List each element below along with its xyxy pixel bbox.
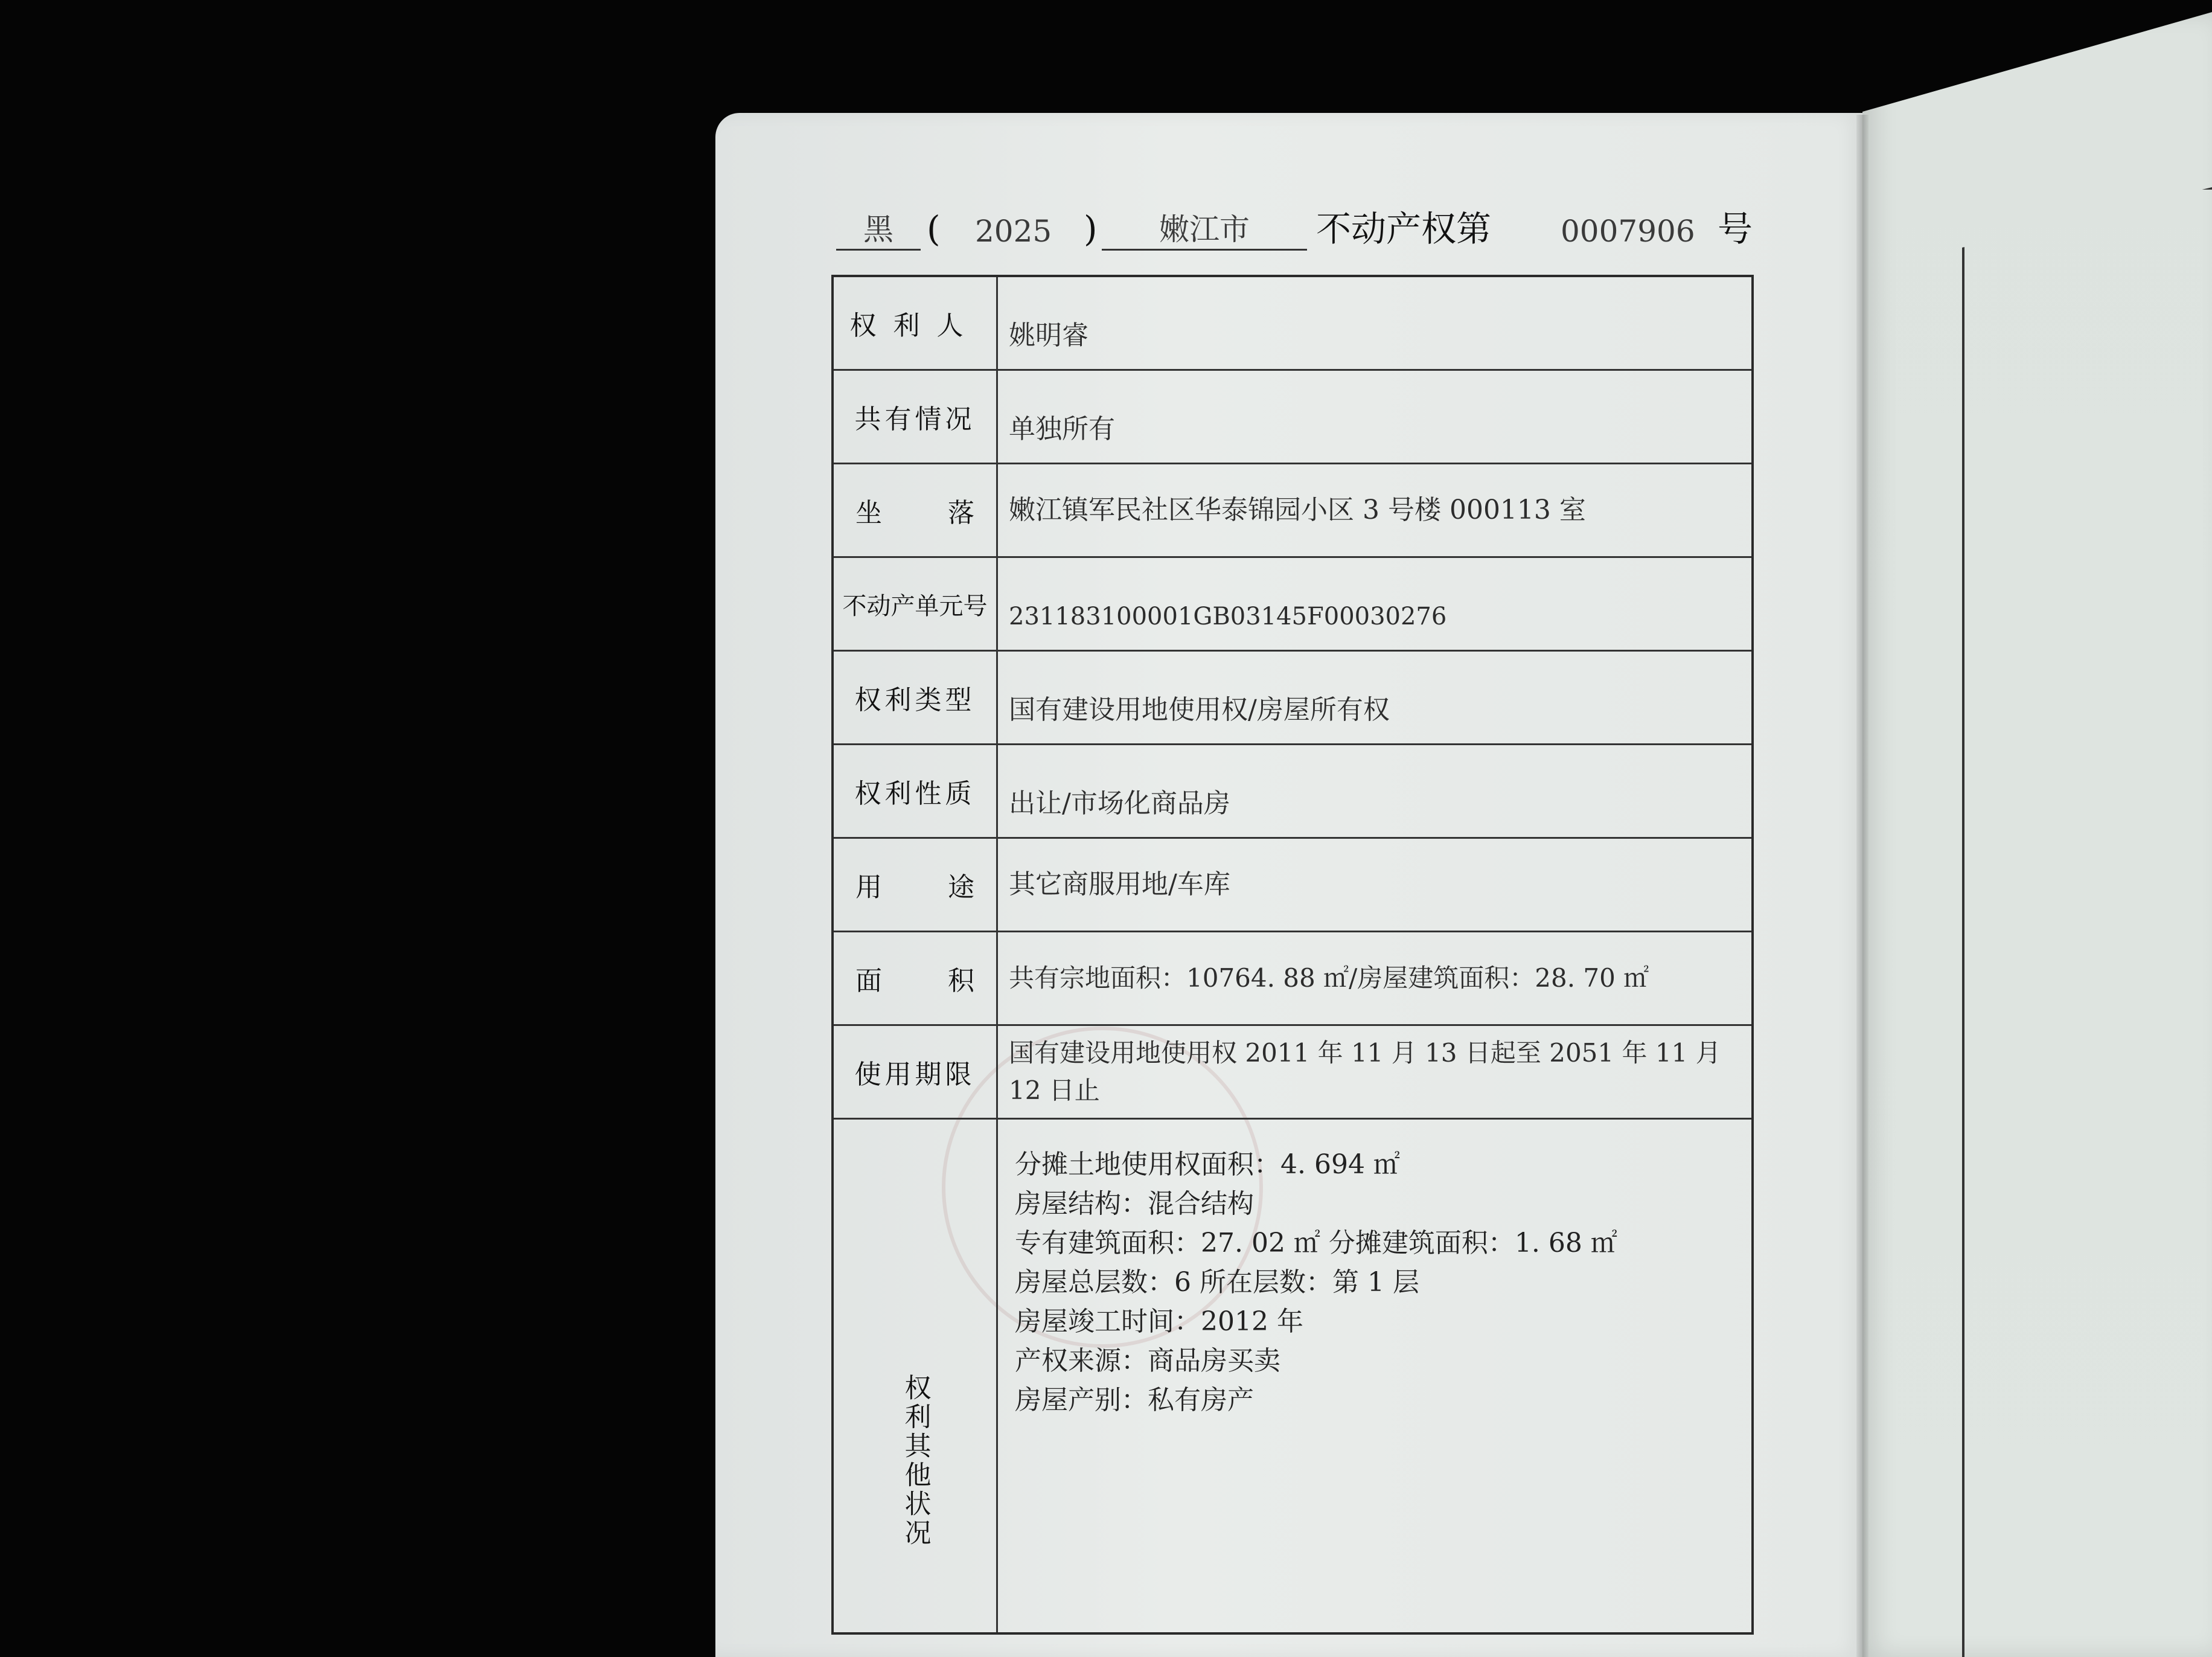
ownership-value: 单独所有 bbox=[1009, 414, 1115, 444]
right-type-value: 国有建设用地使用权/房屋所有权 bbox=[1009, 694, 1390, 725]
location-value: 嫩江镇军民社区华泰锦园小区 3 号楼 000113 室 bbox=[1009, 495, 1586, 525]
right-page-frame bbox=[1962, 187, 2212, 1657]
area-value: 共有宗地面积：10764. 88 ㎡/房屋建筑面积：28. 70 ㎡ bbox=[1009, 963, 1649, 993]
row-right-nature bbox=[834, 745, 1751, 839]
term-label: 使用期限 bbox=[834, 1026, 998, 1118]
usage-label-b: 途 bbox=[948, 872, 974, 903]
location-label-a: 坐 bbox=[855, 498, 882, 528]
paren-close: ) bbox=[1084, 208, 1098, 249]
row-term bbox=[834, 1026, 1751, 1120]
area-label bbox=[834, 932, 998, 1024]
row-usage bbox=[834, 839, 1751, 932]
holder-label: 权利人 bbox=[834, 277, 998, 369]
location-label bbox=[834, 464, 998, 556]
row-right-type bbox=[834, 652, 1751, 745]
row-location bbox=[834, 464, 1751, 558]
other-line-1: 分摊土地使用权面积：4. 694 ㎡ bbox=[1015, 1149, 1400, 1180]
rights-table bbox=[831, 275, 1754, 1635]
ownership-label: 共有情况 bbox=[834, 371, 998, 463]
other-line-6: 产权来源：商品房买卖 bbox=[1015, 1345, 1280, 1376]
city-field: 嫩江市 bbox=[1102, 210, 1307, 251]
usage-label-a: 用 bbox=[855, 872, 882, 903]
year-field: 2025 bbox=[975, 214, 1052, 249]
right-type-label: 权利类型 bbox=[834, 652, 998, 743]
other-line-5: 房屋竣工时间：2012 年 bbox=[1015, 1306, 1303, 1337]
unit-no-value: 231183100001GB03145F00030276 bbox=[1009, 603, 1447, 630]
row-unit-no bbox=[834, 558, 1751, 652]
term-value: 国有建设用地使用权 2011 年 11 月 13 日起至 2051 年 11 月 12 日止 bbox=[1009, 1038, 1721, 1105]
location-label-b: 落 bbox=[948, 498, 974, 528]
certificate-header bbox=[836, 202, 1754, 257]
certificate-title: 不动产权第 bbox=[1316, 208, 1492, 249]
right-nature-label: 权利性质 bbox=[834, 745, 998, 837]
row-area bbox=[834, 932, 1751, 1026]
right-nature-value: 出让/市场化商品房 bbox=[1009, 788, 1230, 819]
other-line-2: 房屋结构：混合结构 bbox=[1015, 1188, 1254, 1219]
usage-value: 其它商服用地/车库 bbox=[1009, 869, 1230, 900]
row-other bbox=[834, 1120, 1751, 1632]
province-field: 黑 bbox=[836, 210, 921, 251]
number-suffix: 号 bbox=[1718, 208, 1753, 249]
paren-open: ( bbox=[927, 208, 941, 249]
holder-value: 姚明睿 bbox=[1009, 320, 1088, 351]
page-gutter bbox=[1856, 115, 1868, 1657]
other-label: 权利其他状况 bbox=[834, 1120, 998, 1632]
row-holder bbox=[834, 277, 1751, 371]
other-conditions bbox=[1015, 1145, 1739, 1420]
certificate-number: 0007906 bbox=[1561, 214, 1695, 249]
other-line-3: 专有建筑面积：27. 02 ㎡ 分摊建筑面积：1. 68 ㎡ bbox=[1015, 1228, 1617, 1258]
area-label-a: 面 bbox=[855, 966, 882, 996]
other-line-4: 房屋总层数：6 所在层数：第 1 层 bbox=[1015, 1267, 1419, 1298]
other-line-7: 房屋产别：私有房产 bbox=[1015, 1385, 1254, 1415]
unit-no-label: 不动产单元号 bbox=[834, 558, 998, 650]
usage-label bbox=[834, 839, 998, 931]
row-ownership bbox=[834, 371, 1751, 464]
area-label-b: 积 bbox=[948, 966, 974, 996]
